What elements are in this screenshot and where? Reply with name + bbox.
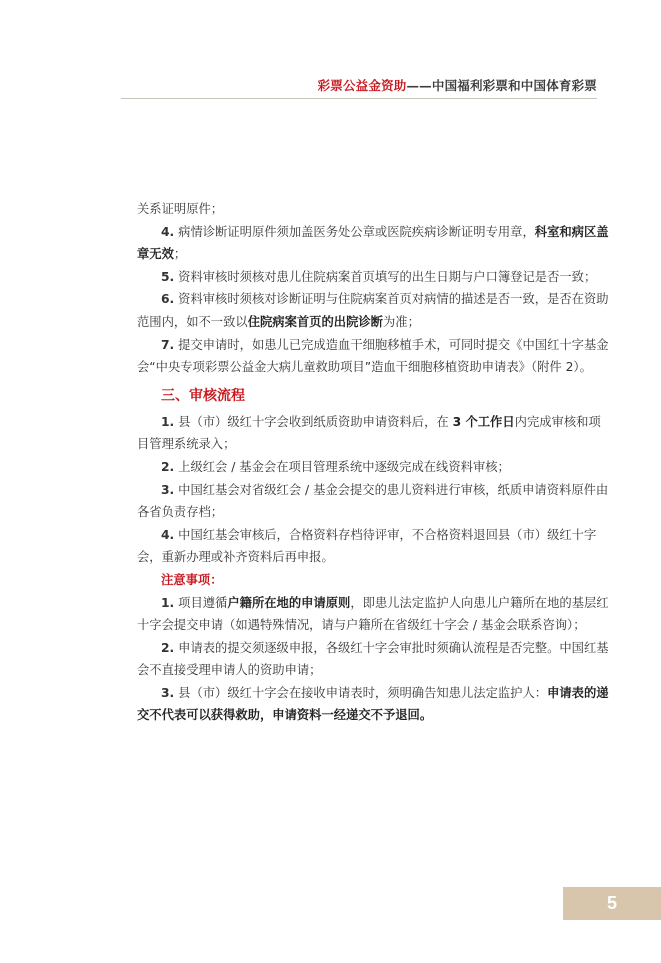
step-1: [137, 411, 609, 456]
notes-title: 注意事项：: [161, 572, 223, 587]
step-number: 2.: [161, 459, 175, 474]
running-header: [318, 76, 597, 94]
note-text: 县（市）级红十字会在接收申请表时，须明确告知患儿法定监护人：: [178, 685, 548, 700]
header-rule: [121, 98, 597, 99]
header-dash: ——: [406, 78, 432, 93]
item-text: 病情诊断证明原件须加盖医务处公章或医院疾病诊断证明专用章，: [178, 224, 535, 239]
page-body: [137, 198, 609, 727]
step-2: [137, 456, 609, 479]
note-text: 项目遵循: [178, 595, 228, 610]
item-text-end: ；: [173, 247, 187, 262]
item-text: 资料审核时须核对诊断证明与住院病案首页对病情的描述是否一致，是否在资助范围内，如不一致以: [137, 292, 609, 329]
note-bold-text: 申请表的递交不代表可以获得救助，申请资料一经递交不予退回。: [137, 685, 609, 723]
note-number: 1.: [161, 595, 175, 610]
item-text: 资料审核时须核对患儿住院病案首页填写的出生日期与户口簿登记是否一致；: [178, 269, 597, 284]
note-number: 3.: [161, 685, 175, 700]
item-number: 6.: [161, 292, 175, 307]
item-number: 7.: [161, 337, 175, 352]
item-4: [137, 221, 609, 266]
step-4: [137, 524, 609, 569]
step-number: 4.: [161, 527, 175, 542]
note-3: [137, 682, 609, 727]
step-text: 县（市）级红十字会收到纸质资助申请资料后，在: [178, 414, 449, 429]
header-red-title: 彩票公益金资助: [317, 78, 407, 93]
step-text: 中国红基会审核后，合格资料存档待评审，不合格资料退回县（市）级红十字会，重新办理或补齐资料后再申报。: [137, 527, 597, 565]
note-2: [137, 637, 609, 682]
note-1: [137, 592, 609, 637]
step-text-end: 内完成审核和项目管理系统录入；: [137, 414, 601, 452]
page-number: 5: [606, 893, 617, 913]
step-number: 1.: [161, 414, 175, 429]
item-number: 5.: [161, 269, 175, 284]
step-3: [137, 479, 609, 524]
step-text: 中国红基会对省级红会 / 基金会提交的患儿资料进行审核，纸质申请资料原件由各省负责存档；: [137, 482, 609, 520]
item-7: [137, 334, 609, 379]
step-number: 3.: [161, 482, 175, 497]
item-text-end: 为准；: [382, 314, 420, 329]
item-5: [137, 266, 609, 289]
note-bold-text: 户籍所在地的申请原则: [227, 595, 351, 610]
page-number-box: [563, 887, 661, 920]
note-number: 2.: [161, 640, 175, 655]
step-text: 上级红会 / 基金会在项目管理系统中逐级完成在线资料审核；: [178, 459, 510, 474]
item-text: 提交申请时，如患儿已完成造血干细胞移植手术，可同时提交《中国红十字基金会“中央专项彩票公益金大病儿童救助项目”造血干细胞移植资助申请表》（附件 2）。: [137, 337, 609, 375]
step-bold-text: 3 个工作日: [452, 414, 515, 429]
note-text-end: ，即患儿法定监护人向患儿户籍所在地的基层红十字会提交申请（如遇特殊情况，请与户籍所在省级红十字会 / 基金会联系咨询）；: [137, 595, 609, 633]
paragraph-continuation: 关系证明原件；: [137, 202, 224, 216]
section-title: 三、审核流程: [161, 387, 245, 404]
note-text: 申请表的提交须逐级申报，各级红十字会审批时须确认流程是否完整。中国红基会不直接受理申请人的资助申请；: [137, 640, 609, 678]
item-bold-text: 科室和病区盖章无效: [137, 224, 609, 262]
item-number: 4.: [161, 224, 175, 239]
item-bold-text: 住院病案首页的出院诊断: [247, 314, 383, 329]
header-dark-title: 中国福利彩票和中国体育彩票: [431, 78, 597, 93]
item-6: [137, 288, 609, 333]
